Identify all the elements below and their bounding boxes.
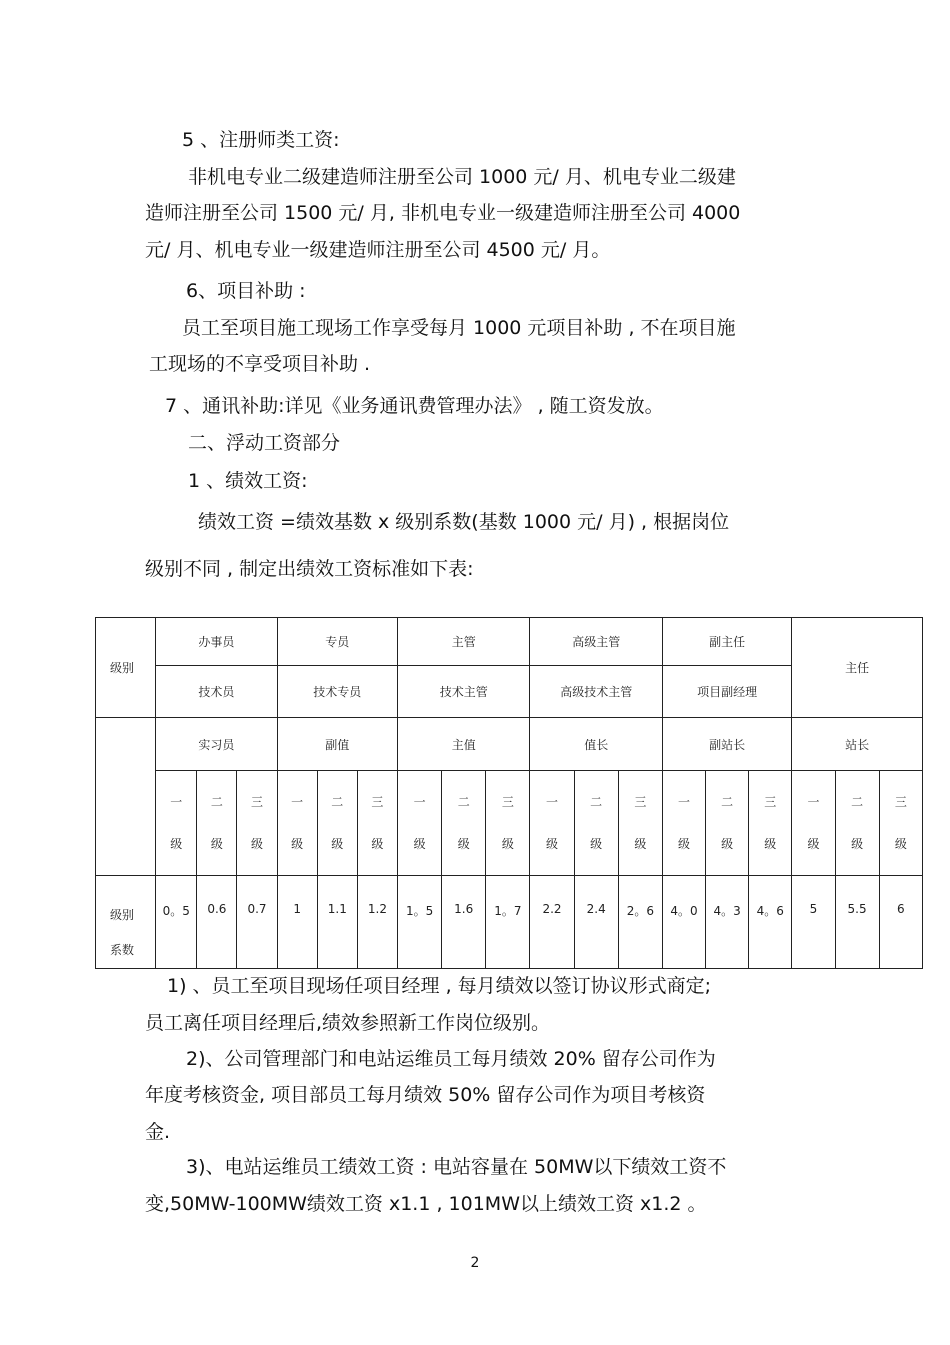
page-number: 2	[470, 1255, 480, 1271]
level-cell: 二 级	[317, 771, 357, 876]
level-cell: 三 级	[357, 771, 397, 876]
coefficient-cell: 1。5	[398, 876, 442, 969]
paragraph-line: 变,50MW-100MW绩效工资 x1.1 , 101MW以上绩效工资 x1.2 。	[145, 1193, 707, 1215]
coefficient-cell: 2.2	[530, 876, 574, 969]
position-header-cell: 站长	[792, 718, 923, 771]
coefficient-cell: 5.5	[835, 876, 879, 969]
coefficient-cell: 1.2	[357, 876, 397, 969]
level-cell: 一 级	[156, 771, 197, 876]
paragraph-line: 5 、注册师类工资:	[182, 129, 340, 151]
level-cell: 二 级	[442, 771, 486, 876]
coefficient-cell: 2。6	[618, 876, 662, 969]
coefficient-cell: 1.1	[317, 876, 357, 969]
level-cell: 三 级	[749, 771, 792, 876]
paragraph-line: 工现场的不享受项目补助 .	[149, 353, 371, 375]
section-heading: 二、浮动工资部分	[188, 432, 341, 454]
level-cell: 三 级	[879, 771, 922, 876]
position-header-cell: 副值	[277, 718, 397, 771]
level-cell: 一 级	[662, 771, 705, 876]
performance-coefficient-table	[95, 617, 923, 969]
row-header-empty	[96, 718, 156, 876]
position-header-cell: 技术主管	[398, 666, 530, 718]
paragraph-line: 3)、电站运维员工绩效工资 : 电站容量在 50MW以下绩效工资不	[186, 1156, 727, 1178]
level-cell: 一 级	[398, 771, 442, 876]
coefficient-cell: 0。5	[156, 876, 197, 969]
paragraph-line: 金.	[145, 1121, 171, 1143]
row-header-coefficient: 级别 系数	[96, 876, 156, 969]
paragraph-line: 员工离任项目经理后,绩效参照新工作岗位级别。	[145, 1012, 551, 1034]
coefficient-cell: 4。6	[749, 876, 792, 969]
paragraph-line: 非机电专业二级建造师注册至公司 1000 元/ 月、机电专业二级建	[188, 166, 736, 188]
position-header-cell: 高级主管	[530, 618, 662, 666]
level-cell: 二 级	[574, 771, 618, 876]
coefficient-cell: 1	[277, 876, 317, 969]
position-header-cell: 主管	[398, 618, 530, 666]
level-cell: 三 级	[618, 771, 662, 876]
paragraph-line: 元/ 月、机电专业一级建造师注册至公司 4500 元/ 月。	[145, 239, 611, 261]
level-cell: 一 级	[277, 771, 317, 876]
paragraph-line: 级别不同 , 制定出绩效工资标准如下表:	[145, 558, 474, 580]
position-header-cell: 副站长	[662, 718, 791, 771]
paragraph-line: 年度考核资金, 项目部员工每月绩效 50% 留存公司作为项目考核资	[145, 1084, 706, 1106]
coefficient-cell: 5	[792, 876, 835, 969]
paragraph-line: 员工至项目施工现场工作享受每月 1000 元项目补助 , 不在项目施	[182, 317, 736, 339]
level-cell: 一 级	[530, 771, 574, 876]
row-header-level: 级别	[96, 618, 156, 718]
level-cell: 三 级	[237, 771, 277, 876]
coefficient-cell: 4。3	[706, 876, 749, 969]
position-header-cell: 项目副经理	[662, 666, 791, 718]
level-cell: 三 级	[486, 771, 530, 876]
coefficient-cell: 1。7	[486, 876, 530, 969]
paragraph-line: 7 、通讯补助:详见《业务通讯费管理办法》 , 随工资发放。	[165, 395, 664, 417]
paragraph-line: 6、项目补助 :	[186, 280, 306, 302]
paragraph-line: 造师注册至公司 1500 元/ 月, 非机电专业一级建造师注册至公司 4000	[145, 202, 741, 224]
level-cell: 二 级	[706, 771, 749, 876]
coefficient-cell: 1.6	[442, 876, 486, 969]
coefficient-cell: 2.4	[574, 876, 618, 969]
coefficient-cell: 0.6	[197, 876, 237, 969]
position-header-cell: 高级技术主管	[530, 666, 662, 718]
position-header-cell: 值长	[530, 718, 662, 771]
coefficient-cell: 6	[879, 876, 922, 969]
position-header-cell: 技术员	[156, 666, 277, 718]
position-header-cell: 技术专员	[277, 666, 397, 718]
paragraph-line: 绩效工资 =绩效基数 x 级别系数(基数 1000 元/ 月) , 根据岗位	[198, 511, 730, 533]
position-header-cell: 副主任	[662, 618, 791, 666]
position-header-cell: 专员	[277, 618, 397, 666]
position-header-cell: 主任	[792, 618, 923, 718]
level-cell: 二 级	[835, 771, 879, 876]
position-header-cell: 主值	[398, 718, 530, 771]
coefficient-cell: 4。0	[662, 876, 705, 969]
paragraph-line: 2)、公司管理部门和电站运维员工每月绩效 20% 留存公司作为	[186, 1048, 716, 1070]
paragraph-line: 1) 、员工至项目现场任项目经理 , 每月绩效以签订协议形式商定;	[167, 975, 712, 997]
coefficient-cell: 0.7	[237, 876, 277, 969]
level-cell: 二 级	[197, 771, 237, 876]
level-cell: 一 级	[792, 771, 835, 876]
paragraph-line: 1 、绩效工资:	[188, 470, 308, 492]
position-header-cell: 实习员	[156, 718, 277, 771]
position-header-cell: 办事员	[156, 618, 277, 666]
